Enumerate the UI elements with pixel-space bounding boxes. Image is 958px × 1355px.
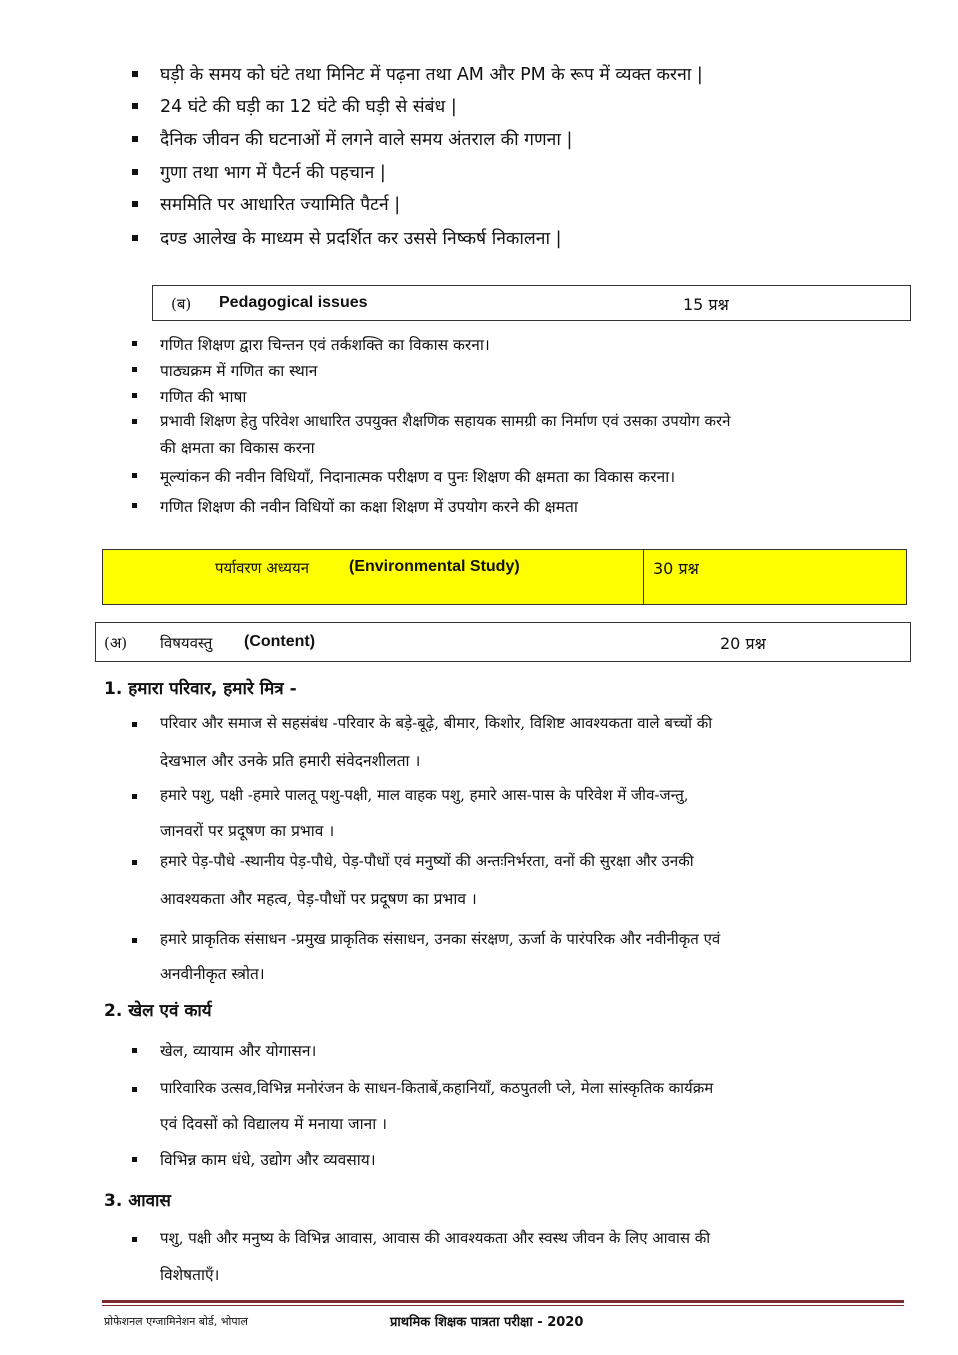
- list-item-text: 24 घंटे की घड़ी का 12 घंटे की घड़ी से संबंध |: [160, 97, 457, 117]
- content-header-box: [95, 622, 911, 662]
- bullet-square-icon: [132, 1237, 137, 1242]
- list-item-text: देखभाल और उनके प्रति हमारी संवेदनशीलता ।: [160, 752, 421, 770]
- list-item-text: विशेषताएँ।: [160, 1266, 220, 1284]
- bullet-square-icon: [132, 503, 137, 508]
- list-item-text: मूल्यांकन की नवीन विधियाँ, निदानात्मक परीक्षण व पुनः शिक्षण की क्षमता का विकास करना।: [160, 468, 676, 486]
- list-item-text: दैनिक जीवन की घटनाओं में लगने वाले समय अंतराल की गणना |: [160, 130, 573, 150]
- bullet-square-icon: [132, 938, 137, 943]
- list-item-text: पशु, पक्षी और मनुष्य के विभिन्न आवास, आवास की आवश्यकता और स्वस्थ जीवन के लिए आवास की: [160, 1229, 711, 1247]
- list-item-text: जानवरों पर प्रदूषण का प्रभाव ।: [160, 822, 335, 840]
- list-item-text: दण्ड आलेख के माध्यम से प्रदर्शित कर उससे निष्कर्ष निकालना |: [160, 229, 562, 249]
- footer-rule-thin: [102, 1305, 904, 1306]
- bullet-square-icon: [132, 794, 137, 799]
- list-item-text: गणित शिक्षण द्वारा चिन्तन एवं तर्कशक्ति का विकास करना।: [160, 336, 490, 354]
- section-heading: 2. खेल एवं कार्य: [104, 1001, 212, 1021]
- section-title-hindi: विषयवस्तु: [160, 634, 213, 652]
- bullet-square-icon: [132, 860, 137, 865]
- list-item-text: अनवीनीकृत स्त्रोत।: [160, 965, 265, 983]
- list-item-text: प्रभावी शिक्षण हेतु परिवेश आधारित उपयुक्त शैक्षणिक सहायक सामग्री का निर्माण एवं उसका उपयोग करने: [160, 412, 731, 430]
- bullet-square-icon: [132, 169, 138, 175]
- list-item-text: गुणा तथा भाग में पैटर्न की पहचान |: [160, 163, 386, 183]
- section-prefix: (ब): [171, 295, 192, 313]
- list-item-text: घड़ी के समय को घंटे तथा मिनिट में पढ़ना तथा AM और PM के रूप में व्यक्त करना |: [160, 65, 703, 85]
- footer-rule: [102, 1300, 904, 1303]
- bullet-square-icon: [132, 71, 138, 77]
- bullet-square-icon: [132, 722, 137, 727]
- footer-exam-title: प्राथमिक शिक्षक पात्रता परीक्षा - 2020: [390, 1315, 584, 1330]
- bullet-square-icon: [132, 341, 137, 346]
- subject-title-english: (Environmental Study): [349, 558, 520, 575]
- bullet-square-icon: [132, 473, 137, 478]
- question-count: 15 प्रश्न: [683, 295, 729, 314]
- bullet-square-icon: [132, 235, 138, 241]
- section-heading: 1. हमारा परिवार, हमारे मित्र -: [104, 679, 297, 699]
- list-item-text: हमारे प्राकृतिक संसाधन -प्रमुख प्राकृतिक संसाधन, उनका संरक्षण, ऊर्जा के पारंपरिक और नवीनीकृत एवं: [160, 930, 721, 948]
- section-heading: 3. आवास: [104, 1191, 171, 1211]
- bullet-square-icon: [132, 419, 137, 424]
- env-study-table: [102, 549, 907, 605]
- table-divider: [643, 550, 644, 604]
- bullet-square-icon: [132, 393, 137, 398]
- list-item-text: पारिवारिक उत्सव,विभिन्न मनोरंजन के साधन-किताबें,कहानियाँ, कठपुतली प्ले, मेला सांस्कृतिक कार्यक्रम: [160, 1079, 714, 1097]
- list-item-text: परिवार और समाज से सहसंबंध -परिवार के बड़े-बूढ़े, बीमार, किशोर, विशिष्ट आवश्यकता वाले बच्चों की: [160, 714, 713, 732]
- bullet-square-icon: [132, 1048, 137, 1053]
- bullet-square-icon: [132, 1157, 137, 1162]
- question-count: 30 प्रश्न: [653, 559, 699, 578]
- list-item-text: हमारे पशु, पक्षी -हमारे पालतू पशु-पक्षी, माल वाहक पशु, हमारे आस-पास के परिवेश में जीव-जन्तु,: [160, 786, 689, 804]
- list-item-text: खेल, व्यायाम और योगासन।: [160, 1042, 317, 1060]
- bullet-square-icon: [132, 136, 138, 142]
- list-item-text: सममिति पर आधारित ज्यामिति पैटर्न |: [160, 195, 401, 215]
- list-item-text: की क्षमता का विकास करना: [160, 439, 315, 457]
- section-title-english: (Content): [244, 633, 316, 650]
- list-item-text: पाठ्यक्रम में गणित का स्थान: [160, 362, 318, 380]
- bullet-square-icon: [132, 201, 138, 207]
- bullet-square-icon: [132, 1087, 137, 1092]
- list-item-text: आवश्यकता और महत्व, पेड़-पौधों पर प्रदूषण का प्रभाव ।: [160, 890, 477, 908]
- pedagogy-header-box: [152, 285, 911, 321]
- bullet-square-icon: [132, 367, 137, 372]
- subject-title-hindi: पर्यावरण अध्ययन: [215, 559, 310, 577]
- list-item-text: गणित की भाषा: [160, 388, 247, 406]
- list-item-text: हमारे पेड़-पौधे -स्थानीय पेड़-पौधे, पेड़-पौधों एवं मनुष्यों की अन्तःनिर्भरता, वनों की सुरक्षा और उनकी: [160, 852, 694, 870]
- list-item-text: विभिन्न काम धंधे, उद्योग और व्यवसाय।: [160, 1151, 376, 1169]
- section-title: Pedagogical issues: [219, 294, 368, 311]
- list-item-text: एवं दिवसों को विद्यालय में मनाया जाना ।: [160, 1115, 388, 1133]
- question-count: 20 प्रश्न: [720, 634, 766, 653]
- list-item-text: गणित शिक्षण की नवीन विधियों का कक्षा शिक्षण में उपयोग करने की क्षमता: [160, 498, 578, 516]
- section-prefix: (अ): [104, 634, 128, 652]
- bullet-square-icon: [132, 103, 138, 109]
- footer-publisher: प्रोफेशनल एग्जामिनेशन बोर्ड, भोपाल: [104, 1315, 248, 1328]
